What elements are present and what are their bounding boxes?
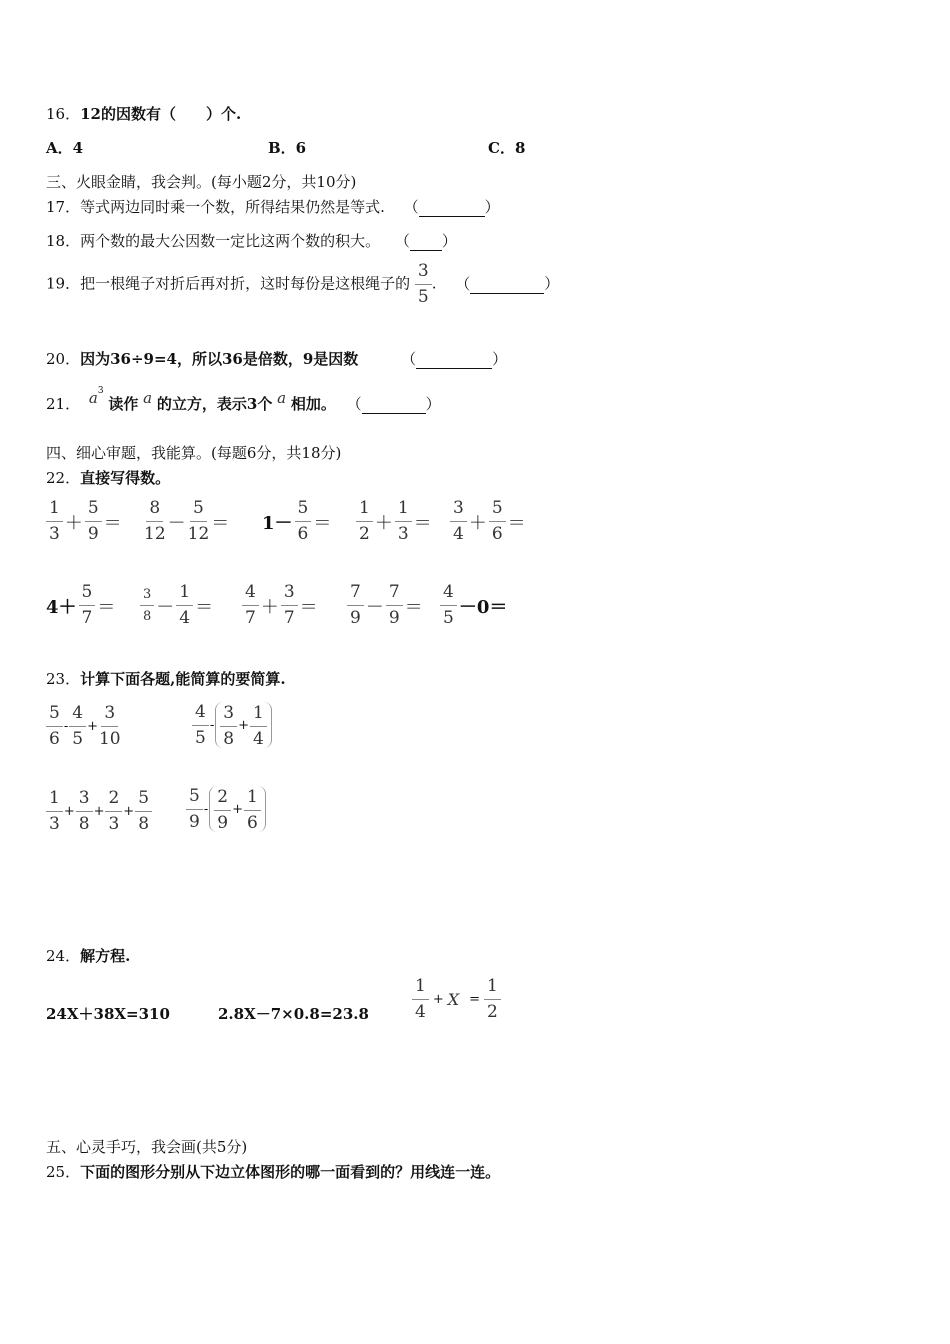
exponent: 3 (97, 386, 104, 396)
denominator: 8 (223, 728, 235, 749)
numerator: 5 (135, 790, 152, 812)
denominator: 3 (108, 814, 120, 834)
option-c[interactable]: C．8 (488, 139, 526, 157)
fraction (281, 584, 298, 627)
numerator: 3 (415, 263, 432, 285)
fraction (450, 500, 467, 543)
calc-item (242, 584, 320, 627)
numerator: 4 (242, 584, 259, 606)
operator: － (167, 512, 186, 534)
operator: - (209, 717, 215, 733)
denominator: 5 (417, 287, 429, 307)
calc-item (46, 500, 124, 543)
question-19: 19．把一根绳子对折后再对折，这时每份是这根绳子的 $\frac{3}{5}$ . （ ） (46, 261, 560, 307)
parentheses (215, 702, 272, 748)
fraction (176, 584, 193, 627)
operator: ＝ (413, 512, 432, 534)
operator: = (469, 992, 481, 1007)
answer-blank-20[interactable] (416, 350, 492, 369)
calc-item (260, 500, 333, 543)
equation-1: 24X＋38X=310 (46, 1005, 170, 1023)
operator: ＝ (97, 596, 116, 618)
operator: + (232, 802, 243, 817)
operator: 1－ (262, 512, 293, 534)
section-3-title: 三、火眼金睛，我会判。(每小题2分，共10分) (46, 173, 357, 191)
calc-item (356, 500, 434, 543)
denominator: 2 (487, 1002, 498, 1022)
operator: ＝ (313, 512, 332, 534)
operator: 4＋ (46, 596, 77, 618)
expression-1 (46, 705, 121, 748)
fraction (347, 584, 364, 627)
fraction (484, 978, 501, 1021)
denominator: 6 (491, 524, 503, 544)
denominator: 10 (98, 729, 121, 749)
numerator: 3 (281, 584, 298, 606)
fraction (220, 702, 237, 749)
numerator: 5 (85, 500, 102, 522)
section-5-title: 五、心灵手巧，我会画(共5分) (46, 1138, 248, 1156)
denominator: 6 (49, 729, 60, 749)
denominator: 9 (87, 524, 99, 544)
denominator: 5 (443, 608, 454, 628)
numerator: 1 (484, 978, 501, 1000)
question-17: 17．等式两边同时乘一个数，所得结果仍然是等式. （ ） (46, 198, 500, 216)
numerator: 1 (412, 978, 429, 1000)
operator: ＝ (507, 512, 526, 534)
numerator: 2 (105, 790, 122, 812)
question-22-title: 22．直接写得数。 (46, 469, 171, 487)
operator: ＋ (374, 512, 393, 534)
denominator: 4 (179, 608, 191, 628)
numerator: 7 (347, 584, 364, 606)
operator: - (63, 719, 69, 734)
numerator: 3 (76, 790, 93, 812)
operator: ＝ (404, 596, 423, 618)
numerator: 1 (244, 789, 261, 811)
answer-blank-21[interactable] (362, 395, 426, 414)
denominator: 8 (78, 814, 90, 834)
numerator: 5 (489, 500, 506, 522)
fraction (415, 263, 432, 306)
numerator: 1 (395, 500, 412, 522)
operator: + (87, 719, 98, 734)
denominator: 4 (415, 1002, 426, 1022)
question-25: 25．下面的图形分别从下边立体图形的哪一面看到的？用线连一连。 (46, 1163, 501, 1181)
fraction (186, 785, 203, 832)
operator: ＋ (468, 512, 487, 534)
fraction (295, 500, 312, 543)
operator: + (432, 992, 444, 1007)
question-18: 18．两个数的最大公因数一定比这两个数的积大。 （ ） (46, 232, 457, 250)
fraction (188, 500, 210, 543)
denominator: 6 (297, 524, 309, 544)
numerator: 5 (190, 500, 207, 522)
question-20: 20．因为36÷9=4，所以36是倍数，9是因数 （ ） (46, 350, 508, 368)
numerator: 1 (250, 705, 267, 727)
denominator: 5 (195, 727, 206, 748)
denominator: 9 (217, 812, 229, 833)
numerator: 4 (192, 704, 209, 726)
denominator: 4 (453, 524, 464, 544)
fraction (244, 786, 261, 833)
fraction (99, 705, 121, 748)
fraction (412, 978, 429, 1021)
fraction (395, 500, 412, 543)
calc-item (440, 584, 509, 627)
fraction (85, 500, 102, 543)
numerator: 2 (214, 789, 231, 811)
numerator: 8 (146, 500, 163, 522)
denominator: 12 (144, 524, 166, 544)
equation-3: $\frac{1}{4}$ + X = $\frac{1}{2}$ (412, 978, 501, 1021)
question-16: 16．12的因数有（ ）个. (46, 105, 242, 123)
numerator: 3 (450, 500, 467, 522)
numerator: 4 (69, 705, 86, 727)
numerator: 1 (176, 584, 193, 606)
variable-a: a (143, 389, 153, 407)
fraction (140, 588, 154, 623)
section-4-title: 四、细心审题，我能算。(每题6分，共18分) (46, 444, 342, 462)
numerator: 5 (79, 584, 96, 606)
fraction (386, 584, 403, 627)
fraction (144, 500, 166, 543)
fraction (214, 786, 231, 833)
denominator: 9 (388, 608, 400, 628)
fraction (76, 790, 93, 833)
denominator: 4 (252, 728, 264, 749)
denominator: 7 (245, 608, 256, 628)
fraction (356, 500, 373, 543)
answer-blank-17[interactable] (419, 198, 485, 217)
numerator: 3 (220, 705, 237, 727)
parentheses (209, 786, 266, 832)
operator: ＋ (64, 512, 83, 534)
numerator: 4 (440, 584, 457, 606)
denominator: 5 (72, 729, 84, 749)
denominator: 7 (283, 608, 295, 628)
fraction (105, 790, 122, 833)
operator: － (156, 596, 175, 618)
fraction (192, 701, 209, 748)
fraction (135, 790, 152, 833)
expression-4 (186, 786, 266, 832)
denominator: 3 (397, 524, 409, 544)
operator: - (203, 801, 209, 817)
variable-a: a (277, 389, 287, 407)
operator: ＋ (260, 596, 279, 618)
question-21: 21． $a^3$ 读作 a 的立方，表示3个 a 相加。 （ ） (46, 386, 441, 413)
denominator: 12 (187, 524, 210, 544)
calc-item (140, 584, 215, 627)
numerator: 3 (140, 588, 154, 606)
expression-2 (192, 702, 272, 748)
denominator: 2 (359, 524, 370, 544)
fraction (79, 584, 96, 627)
calc-item (450, 500, 528, 543)
numerator: 3 (101, 705, 118, 727)
denominator: 9 (189, 811, 200, 832)
operator: + (238, 718, 249, 733)
equation-2: 2.8X－7×0.8=23.8 (218, 1005, 369, 1023)
numerator: 7 (386, 584, 403, 606)
operator: ＝ (195, 596, 214, 618)
operator: + (63, 804, 75, 819)
denominator: 8 (143, 609, 152, 624)
denominator: 3 (49, 814, 60, 834)
fraction (46, 790, 63, 833)
calc-item (347, 584, 425, 627)
operator: ＝ (299, 596, 318, 618)
operator: + (123, 804, 135, 819)
option-b[interactable]: B．6 (268, 139, 307, 157)
calc-item (44, 584, 117, 627)
fraction (489, 500, 506, 543)
operator: ＝ (103, 512, 122, 534)
answer-blank-19[interactable] (470, 275, 544, 294)
calc-item (144, 500, 231, 543)
fraction (69, 705, 86, 748)
operator: + (93, 804, 105, 819)
numerator: 5 (295, 500, 312, 522)
fraction (46, 500, 63, 543)
question-16-stem: 12的因数有（ ）个. (80, 105, 242, 123)
operator: － (365, 596, 384, 618)
question-23-title: 23．计算下面各题,能简算的要简算. (46, 670, 286, 688)
numerator: 5 (46, 705, 63, 727)
denominator: 6 (246, 812, 258, 833)
operator: －0＝ (458, 596, 508, 618)
fraction (440, 584, 457, 627)
variable-a: a (88, 389, 98, 407)
expression-3 (46, 790, 152, 833)
fraction (250, 702, 267, 749)
numerator: 1 (46, 500, 63, 522)
question-24-title: 24．解方程. (46, 947, 131, 965)
numerator: 1 (356, 500, 373, 522)
answer-blank-18[interactable] (410, 232, 442, 251)
denominator: 3 (49, 524, 60, 544)
fraction (242, 584, 259, 627)
fraction (46, 705, 63, 748)
denominator: 7 (81, 608, 93, 628)
denominator: 8 (138, 814, 150, 834)
option-a[interactable]: A．4 (46, 139, 84, 157)
denominator: 9 (350, 608, 361, 628)
numerator: 5 (186, 788, 203, 810)
numerator: 1 (46, 790, 63, 812)
operator: ＝ (211, 512, 230, 534)
